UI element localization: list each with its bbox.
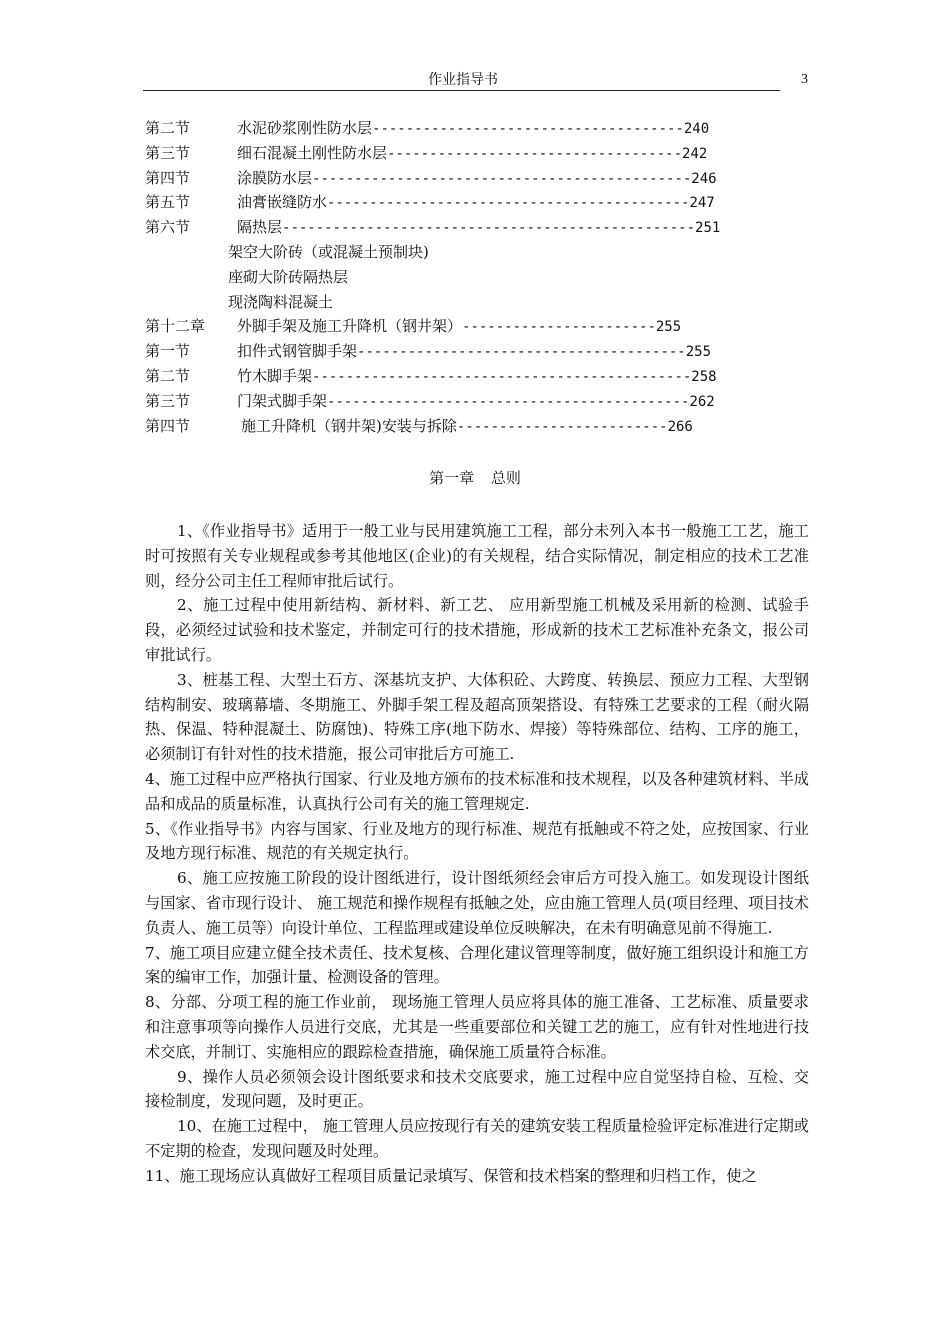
- header-rule: [143, 90, 780, 91]
- paragraph: 10、在施工过程中， 施工管理人员应按现行有关的建筑安装工程质量检验评定标准进行定期或不定期的检查，发现问题及时处理。: [145, 1117, 809, 1160]
- toc-leader-page: -------------------------------------------247: [327, 195, 715, 212]
- paragraph: 2、施工过程中使用新结构、新材料、新工艺、 应用新型施工机械及采用新的检测、试验手段，必须经过试验和技术鉴定，并制定可行的技术措施，形成新的技术工艺标准补充条文，报公司审批试行。: [145, 596, 809, 664]
- paragraph: 9、操作人员必须领会设计图纸要求和技术交底要求，施工过程中应自觉坚持自检、互检、交接检制度，发现问题，及时更正。: [145, 1067, 809, 1111]
- paragraph: 11、施工现场应认真做好工程项目质量记录填写、保管和技术档案的整理和归档工作，使之: [145, 1166, 757, 1185]
- header-title: 作业指导书: [428, 72, 498, 88]
- toc-subitem: 座砌大阶砖隔热层: [228, 267, 349, 286]
- toc-leader-page: ---------------------------------------255: [357, 344, 712, 361]
- paragraph: 7、施工项目应建立健全技术责任、技术复核、合理化建议管理等制度，做好施工组织设计和施工方案的编审工作，加强计量、检测设备的管理。: [145, 943, 809, 987]
- toc-row[interactable]: [145, 414, 815, 439]
- paragraph: 8、分部、分项工程的施工作业前， 现场施工管理人员应将具体的施工准备、工艺标准、质量要求和注意事项等向操作人员进行交底，尤其是一些重要部位和关键工艺的施工，应有针对性地进行技术交底，并制订、实施相应的跟踪检查措施，确保施工质量符合标准。: [145, 993, 809, 1061]
- toc-title: 外脚手架及施工升降机（钢井架）: [237, 317, 463, 336]
- toc-leader-page: -------------------------------------240: [372, 121, 710, 137]
- toc-section: 第三节: [145, 391, 191, 410]
- toc-section: 第一节: [145, 342, 191, 361]
- toc-section: 第六节: [145, 218, 191, 237]
- toc-row[interactable]: [145, 166, 815, 191]
- toc-title: 扣件式钢管脚手架: [237, 342, 358, 361]
- toc-title: 隔热层: [237, 218, 283, 237]
- toc-subitem: 架空大阶砖（或混凝土预制块): [228, 242, 429, 261]
- toc-section: 第四节: [145, 168, 191, 187]
- paragraph: 6、施工应按施工阶段的设计图纸进行，设计图纸须经会审后方可投入施工。如发现设计图纸与国家、省市现行设计、 施工规范和操作规程有抵触之处，应由施工管理人员(项目经理、项目技术负责人、施工员等）向设计单位、工程监理或建设单位反映解决，在未有明确意见前不得施工.: [145, 869, 809, 937]
- toc-row[interactable]: [145, 339, 815, 364]
- toc-leader-page: -------------------------------------------------251: [282, 220, 721, 237]
- toc-title: 油膏嵌缝防水: [237, 193, 328, 212]
- table-of-contents: [145, 116, 815, 438]
- toc-leader-page: -------------------------266: [456, 418, 693, 435]
- toc-row[interactable]: [145, 190, 815, 215]
- toc-title: 门架式脚手架: [237, 391, 328, 410]
- paragraph: 4、施工过程中应严格执行国家、行业及地方颁布的技术标准和技术规程，以及各种建筑材料、半成品和成品的质量标准，认真执行公司有关的施工管理规定.: [145, 769, 809, 813]
- toc-row[interactable]: [145, 364, 815, 389]
- toc-title: 施工升降机（钢井架)安装与拆除: [241, 416, 457, 435]
- toc-row[interactable]: [145, 215, 815, 240]
- toc-section: 第十二章: [145, 317, 206, 336]
- toc-leader-page: -------------------------------------------262: [327, 393, 715, 410]
- toc-section: 第五节: [145, 193, 191, 212]
- toc-title: 竹木脚手架: [237, 366, 313, 385]
- toc-section: 第三节: [145, 143, 191, 162]
- toc-leader-page: -----------------------255: [462, 319, 682, 336]
- toc-subitem: 现浇陶料混凝土: [228, 292, 334, 311]
- toc-section: 第四节: [145, 416, 191, 435]
- page-number: 3: [801, 72, 808, 87]
- toc-title: 细石混凝土刚性防水层: [237, 143, 388, 162]
- toc-section: 第二节: [145, 366, 191, 385]
- toc-leader-page: -----------------------------------242: [387, 145, 708, 162]
- page-header: [143, 70, 808, 90]
- toc-title: 涂膜防水层: [237, 168, 313, 187]
- toc-row[interactable]: [145, 141, 815, 166]
- body-text: [145, 519, 809, 1189]
- toc-title: 水泥砂浆刚性防水层: [237, 119, 373, 137]
- toc-row[interactable]: [145, 389, 815, 414]
- paragraph: 1、《作业指导书》适用于一般工业与民用建筑施工工程，部分未列入本书一般施工工艺，施工时可按照有关专业规程或参考其他地区(企业)的有关规程，结合实际情况，制定相应的技术工艺准则，经分公司主任工程师审批后试行。: [145, 522, 809, 590]
- toc-leader-page: ---------------------------------------------246: [312, 170, 717, 187]
- toc-leader-page: ---------------------------------------------258: [312, 368, 717, 385]
- toc-section: 第二节: [145, 119, 191, 137]
- paragraph: 5、《作业指导书》内容与国家、行业及地方的现行标准、规范有抵触或不符之处，应按国家、行业及地方现行标准、规范的有关规定执行。: [145, 819, 809, 863]
- toc-row[interactable]: [145, 116, 815, 141]
- paragraph: 3、桩基工程、大型土石方、深基坑支护、大体积砼、大跨度、转换层、预应力工程、大型钢结构制安、玻璃幕墙、冬期施工、外脚手架工程及超高顶架搭设、有特殊工艺要求的工程（耐火隔热、保温、特种混凝土、防腐蚀)、特殊工序(地下防水、焊接）等特殊部位、结构、工序的施工，必须制订有针对性的技术措施，报公司审批后方可施工.: [145, 670, 809, 764]
- toc-row-chapter[interactable]: [145, 314, 815, 339]
- chapter-title: 第一章 总则: [429, 469, 521, 487]
